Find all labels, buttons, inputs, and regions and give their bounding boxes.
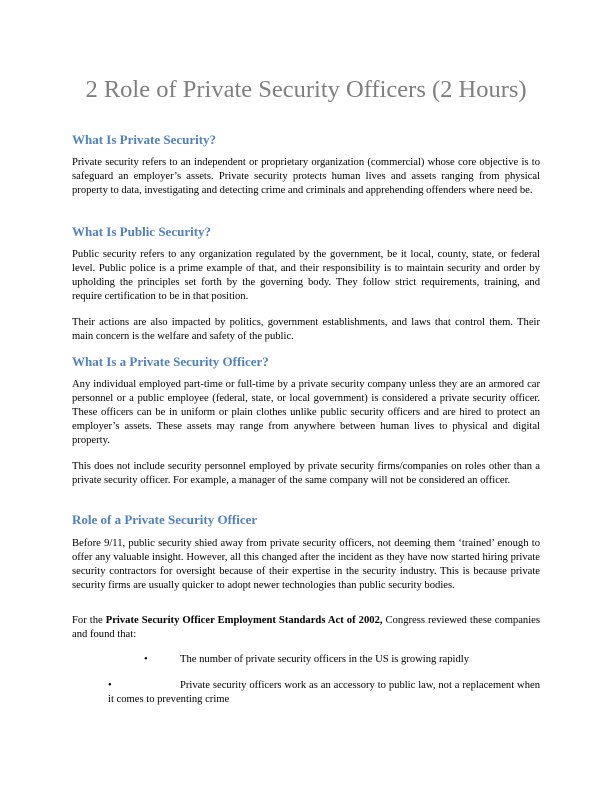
heading-private-security-officer: What Is a Private Security Officer? — [72, 354, 269, 369]
paragraph-officer-1: Any individual employed part-time or full-time by a private security company unless they are an armored car personnel or a public employee (federal, state, or local government) is considered a private security officer. These officers can be in uniform or plain clothes unlike public security officers and are hired to protect an employer’s assets. These assets may range from anywhere between human lives to physical and digital property. — [72, 379, 540, 446]
bullet-glyph: • — [144, 654, 148, 665]
act-intro: For the — [72, 615, 106, 626]
bullet-text: The number of private security officers in the US is growing rapidly — [180, 654, 470, 665]
page-title: 2 Role of Private Security Officers (2 Hours) — [85, 76, 527, 103]
paragraph-role-1: Before 9/11, public security shied away from private security officers, not deeming them ‘trained’ enough to offer any valuable insight. However, all this changed after the incident as they have now started hiring private security contractors for oversight because of their expertise in the security industry. This is because private security firms are usually quicker to adopt newer technologies than public security bodies. — [72, 538, 540, 591]
paragraph-private-security: Private security refers to an independent or proprietary organization (commercial) whose core objective is to safeguard an employer’s assets. Private security protects human lives and assets ranging from physical property to data, investigating and detecting crime and criminals and apprehending offenders where need be. — [72, 157, 540, 196]
bullet-glyph — [108, 679, 180, 693]
paragraph-act — [72, 614, 540, 642]
paragraph-public-security-1: Public security refers to any organization regulated by the government, be it local, county, state, or federal level. Public police is a prime example of that, and their responsibility is to maintain security and order by upholding the principles set forth by the governing body. They follow strict requirements, training, and require certification to be in that position. — [72, 249, 540, 302]
act-rest: Congress reviewed these companies and found that: — [72, 615, 540, 640]
heading-role-of-officer: Role of a Private Security Officer — [72, 512, 258, 527]
act-name: Private Security Officer Employment Standards Act of 2002, — [105, 615, 383, 626]
bullet-glyph-char: • — [108, 680, 112, 691]
paragraph-public-security-2: Their actions are also impacted by politics, government establishments, and laws that control them. Their main concern is the welfare and safety of the public. — [72, 317, 540, 342]
heading-public-security: What Is Public Security? — [72, 224, 212, 239]
heading-private-security: What Is Private Security? — [72, 132, 217, 147]
paragraph-officer-2: This does not include security personnel employed by private security firms/companies on roles other than a private security officer. For example, a manager of the same company will not be considered an officer. — [72, 461, 540, 486]
bullet-item — [108, 679, 540, 707]
bullet-item — [108, 653, 540, 667]
bullet-text: Private security officers work as an accessory to public law, not a replacement when it comes to preventing crime — [108, 680, 540, 705]
